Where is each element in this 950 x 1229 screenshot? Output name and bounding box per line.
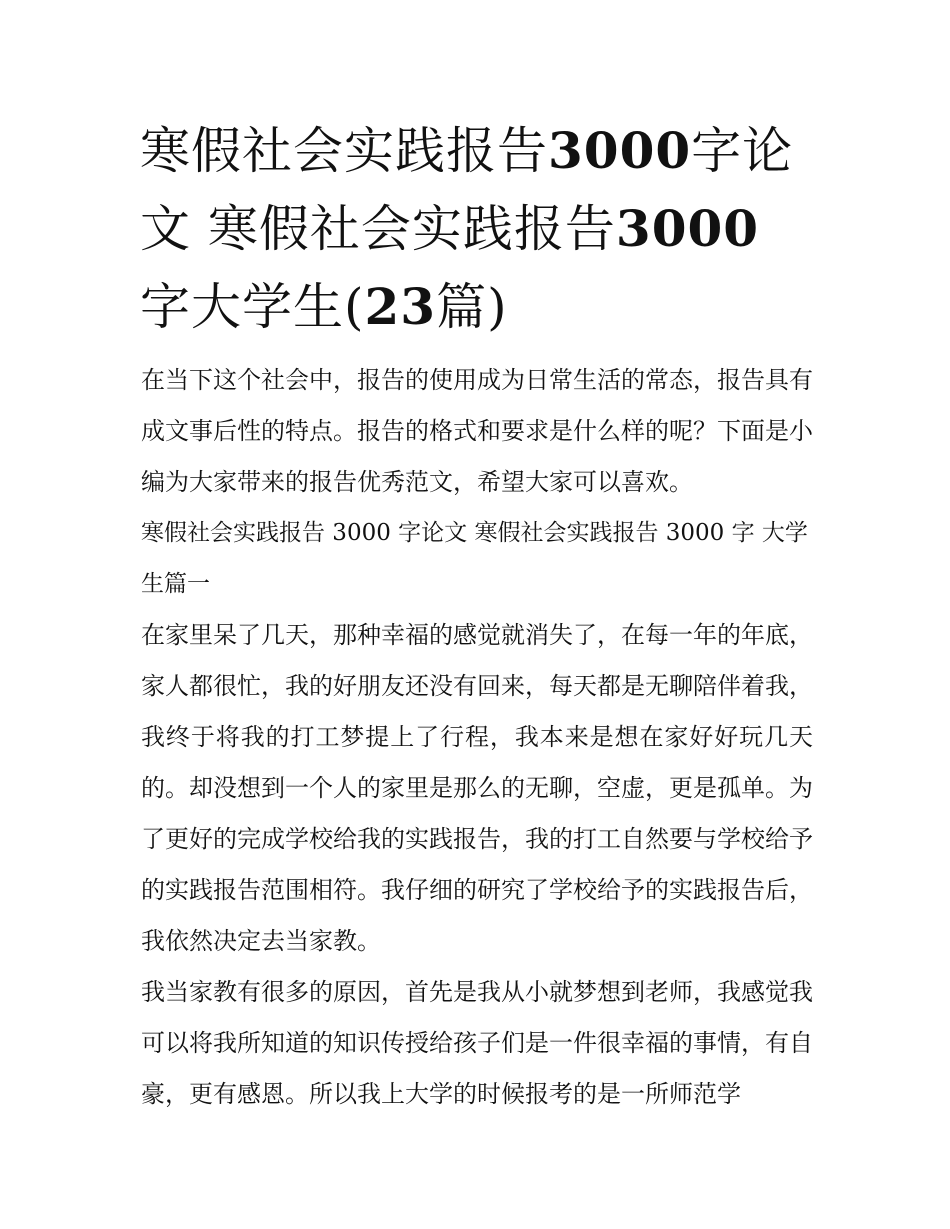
document-title: [140, 112, 800, 346]
title-part: 字论文 寒假社会实践报告: [140, 122, 794, 258]
intro-paragraph: 在当下这个社会中，报告的使用成为日常生活的常态，报告具有成文事后性的特点。报告的格式和要求是什么样的呢？下面是小编为大家带来的报告优秀范文，希望大家可以喜欢。: [141, 366, 813, 496]
title-part: 寒假社会实践报告: [140, 122, 548, 180]
title-number: 3000: [548, 121, 692, 180]
body-paragraph: 我当家教有很多的原因，首先是我从小就梦想到老师，我感觉我可以将我所知道的知识传授给孩子们是一件很幸福的事情，有自豪，更有感恩。所以我上大学的时候报考的是一所师范学: [141, 978, 813, 1108]
title-number: 3000: [615, 199, 760, 258]
title-number: 23: [364, 277, 437, 336]
section-heading: 寒假社会实践报告 3000 字论文 寒假社会实践报告 3000 字 大学生篇一: [141, 520, 808, 597]
body-paragraph: 在家里呆了几天，那种幸福的感觉就消失了，在每一年的年底，家人都很忙，我的好朋友还没有回来，每天都是无聊陪伴着我，我终于将我的打工梦提上了行程，我本来是想在家好好玩几天的。却没想到一个人的家里是那么的无聊，空虚，更是孤单。为了更好的完成学校给我的实践报告，我的打工自然要与学校给予的实践报告范围相符。我仔细的研究了学校给予的实践报告后，我依然决定去当家教。: [141, 621, 813, 955]
title-part: 篇): [436, 278, 508, 336]
title-part: 字大学生(: [140, 278, 365, 336]
